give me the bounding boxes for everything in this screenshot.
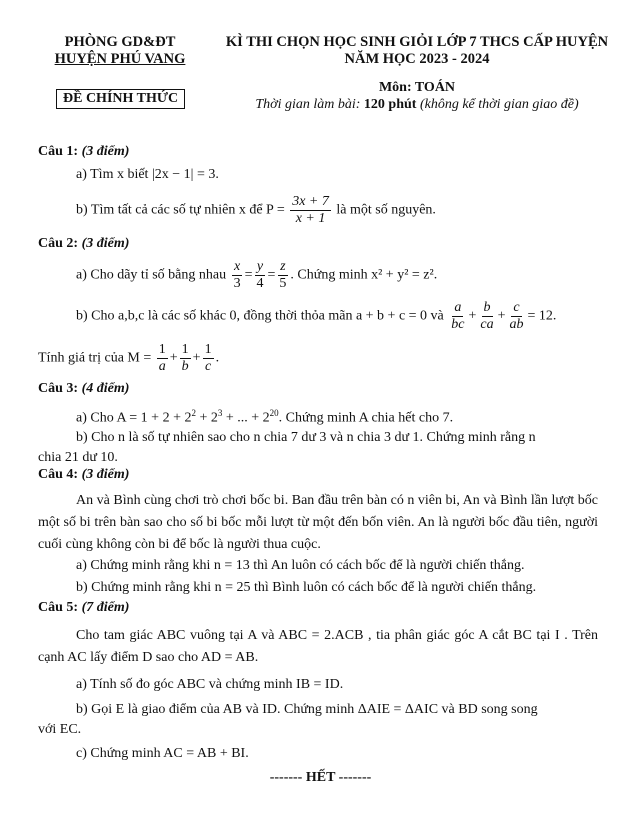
official-exam-stamp: ĐỀ CHÍNH THỨC [56,89,185,109]
question-2c: Tính giá trị của M = $\frac{1}{a}$ + $\frac{1}{b}$ + $\frac{1}{c}$ . [38,342,220,374]
question-3-heading [38,381,129,397]
time-suffix: (không kể thời gian giao đề) [416,97,579,112]
question-3b-line2: chia 21 dư 10. [38,450,118,465]
question-3-title: Câu 3: [38,381,79,396]
question-3b-line1: b) Cho n là số tự nhiên sao cho n chia 7 dư 3 và n chia 3 dư 1. Chứng minh rằng n [76,430,536,445]
frac-numerator: c [513,300,520,315]
department-name: PHÒNG GD&ĐT [64,34,176,50]
fraction-c-ab [508,300,526,333]
fraction-y-4 [255,259,266,292]
question-2b: b) Cho a,b,c là các số khác 0, đồng thời thỏa mãn a + b + c = 0 và $\frac{a}{bc}$ + $\frac{b}{ca}$ + $\frac{c}{ab}$ = 12. [76,300,557,332]
frac-numerator: 1 [181,342,189,357]
fraction-1-a [157,342,168,375]
fraction-1-c [203,342,214,375]
end-marker: ------- HẾT ------- [269,770,372,785]
frac-denominator: 3 [233,276,241,291]
q2b-tail: = 12. [527,308,557,324]
district-name: HUYỆN PHÚ VANG [54,51,186,67]
q1b-fraction [290,194,331,227]
time-limit [222,97,612,113]
time-value: 120 phút [363,97,417,112]
question-5b-line1: b) Gọi E là giao điểm của AB và ID. Chứng minh ΔAIE = ΔAIC và BD song song [76,702,538,717]
question-4b: b) Chứng minh rằng khi n = 25 thì Bình luôn có cách bốc để là người chiến thắng. [76,580,537,595]
exponent: 20 [269,408,279,418]
exponent: 2 [191,408,196,418]
frac-numerator: x [233,259,241,274]
question-5-paragraph: Cho tam giác ABC vuông tại A và ABC = 2.ACB , tia phân giác góc A cắt BC tại I . Trên cạnh AC lấy điểm D sao cho AD = AB. [38,628,598,665]
question-5c: c) Chứng minh AC = AB + BI. [76,746,249,761]
question-4a: a) Chứng minh rằng khi n = 13 thì An luôn có cách bốc để là người chiến thắng. [76,558,525,573]
question-1a: a) Tìm x biết |2x − 1| = 3. [76,167,219,182]
frac-numerator: 1 [204,342,212,357]
exponent: 3 [217,408,223,418]
subject-label: Môn: TOÁN [378,80,456,95]
question-5b-line2: với EC. [38,722,82,737]
q1b-text: b) Tìm tất cả các số tự nhiên x để P = [76,202,285,218]
question-2-title: Câu 2: [38,236,79,251]
q1b-tail: là một số nguyên. [336,202,436,218]
q2c-text: Tính giá trị của M = [38,350,152,366]
question-4-points: (3 điểm) [81,467,130,482]
question-1-heading [38,144,129,160]
frac-numerator: a [454,300,462,315]
question-1-points: (3 điểm) [81,144,130,159]
question-4-heading [38,467,129,483]
q2b-text: b) Cho a,b,c là các số khác 0, đồng thời thỏa mãn a + b + c = 0 và [76,308,444,324]
fraction-z-5 [277,259,288,292]
q2a-tail: . Chứng minh x² + y² = z². [290,267,438,283]
frac-numerator: b [483,300,491,315]
question-3-points: (4 điểm) [81,381,130,396]
frac-denominator: 4 [256,276,264,291]
fraction-a-bc [449,300,466,333]
q3a-tail: . Chứng minh A chia hết cho 7. [278,410,454,426]
frac-denominator: bc [451,317,465,332]
time-prefix: Thời gian làm bài: [255,97,364,112]
question-1b [76,194,436,227]
question-2-heading [38,236,129,252]
question-5-heading [38,600,129,616]
question-1-title: Câu 1: [38,144,79,159]
exam-title: KÌ THI CHỌN HỌC SINH GIỎI LỚP 7 THCS CẤP HUYỆN [225,34,609,50]
frac-denominator: 5 [279,276,287,291]
q3a-text: a) Cho A = 1 + 2 + 2 [76,410,192,426]
question-5-points: (7 điểm) [81,600,130,615]
question-3a [76,404,453,428]
q2a-text: a) Cho dãy tỉ số bằng nhau [76,267,227,283]
question-2-points: (3 điểm) [81,236,130,251]
fraction-x-3 [232,259,243,292]
question-5-title: Câu 5: [38,600,79,615]
q3a-mid: + 2 [199,410,218,426]
question-4-title: Câu 4: [38,467,79,482]
frac-denominator: c [204,359,212,374]
frac-denominator: a [158,359,166,374]
frac-numerator: z [280,259,286,274]
frac-denominator: x + 1 [295,211,326,226]
school-year: NĂM HỌC 2023 - 2024 [344,51,490,67]
frac-numerator: 1 [158,342,166,357]
question-4-paragraph: An và Bình cùng chơi trò chơi bốc bi. Ban đầu trên bàn có n viên bi, An và Bình lần lượt bốc một số bi trên bàn sao cho số bi bốc mỗi lượt từ một đến bốn viên. An là người bốc đầu tiên, người cuối cùng không còn bi để bốc là người thua cuộc. [38,493,598,552]
q3a-mid2: + ... + 2 [225,410,270,426]
frac-denominator: b [181,359,189,374]
frac-denominator: ca [480,317,494,332]
fraction-b-ca [478,300,495,333]
frac-denominator: ab [509,317,524,332]
question-5a: a) Tính số đo góc ABC và chứng minh IB = ID. [76,677,344,692]
question-2a: a) Cho dãy tỉ số bằng nhau $\frac{x}{3}$ = $\frac{y}{4}$ = $\frac{z}{5}$ . Chứng minh x² + y² = z². [76,259,438,291]
frac-numerator: 3x + 7 [292,194,329,209]
fraction-1-b [180,342,191,375]
frac-numerator: y [256,259,264,274]
